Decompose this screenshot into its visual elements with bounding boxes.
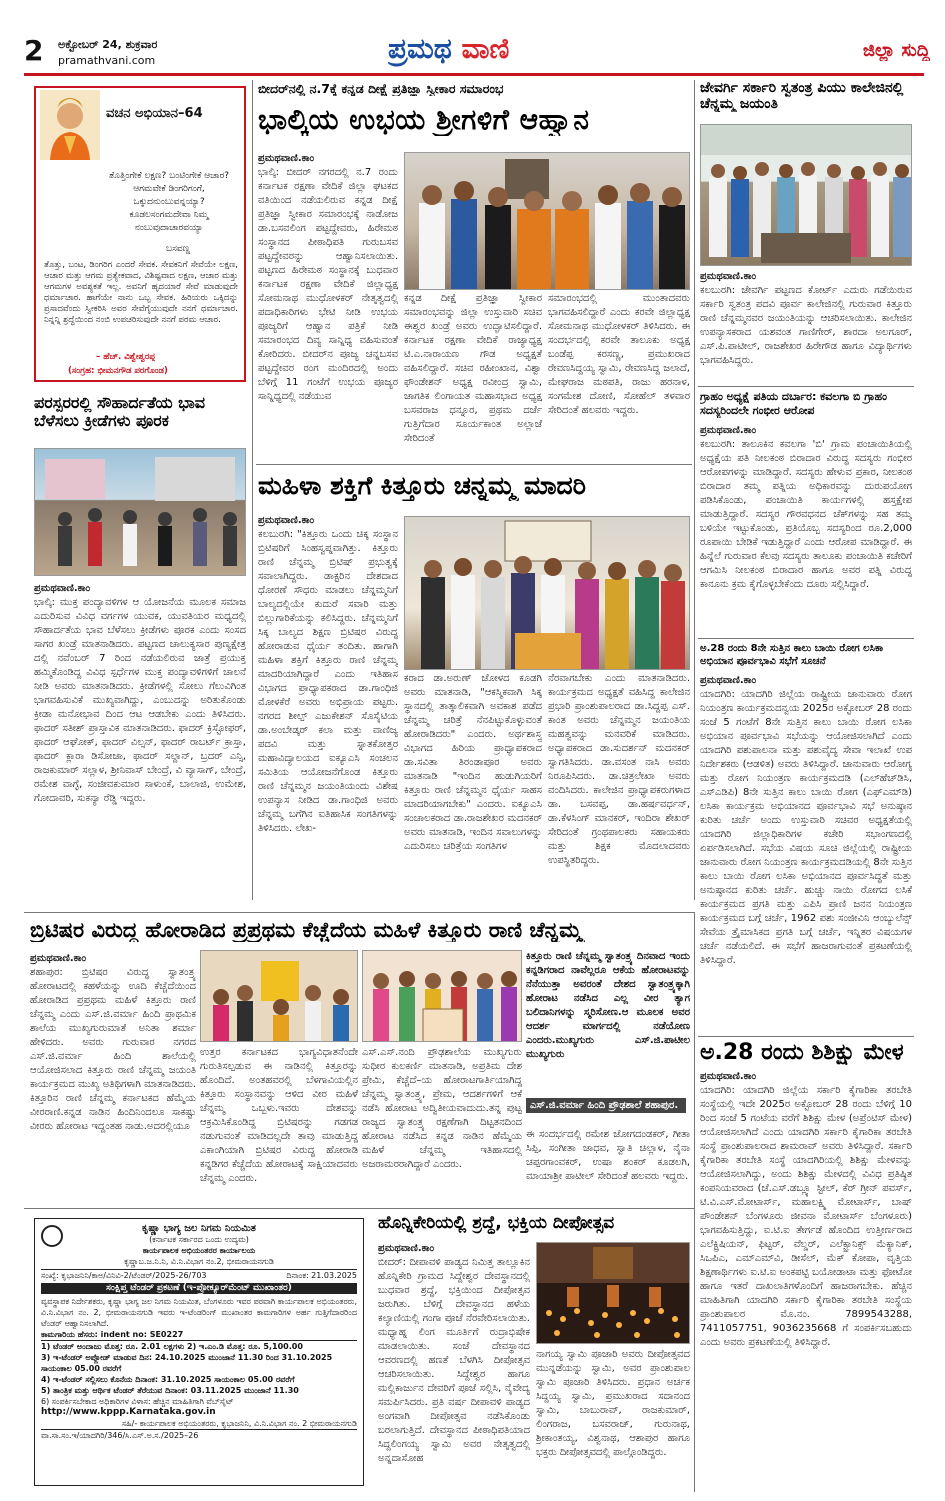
vachana-poet: ಬಸವಣ್ಣ — [166, 244, 191, 254]
kavalaga-byline: ಪ್ರಮಥವಾಣಿ.ಕಾಂ — [700, 425, 757, 436]
tender-row-4: 5) ತಾಂತ್ರಿಕ ಮತ್ತು ಆರ್ಥಿಕ ಟೆಂಡರ್ ತೆರೆಯುವ ದಿನಾಂಕ: 03.11.2025 ಮುಂಜಾನೆ 11.30 — [41, 1386, 299, 1395]
tender-work: ಕಾಮಗಾರಿಯ ಹೆಸರು: indent no: SE0227 — [41, 1330, 184, 1339]
masthead — [388, 32, 568, 68]
kittur-headline: ಮಹಿಳಾ ಶಕ್ತಿಗೆ ಕಿತ್ತೂರು ಚನ್ನಮ್ಮ ಮಾದರಿ — [258, 472, 586, 500]
bidar-col3: ಸಮಾರಂಭದಲ್ಲಿ ಮುಂತಾದವರು ಭಾಗವಹಿಸಲಿದ್ದಾರೆ ಎಂದು ಕರವೇ ಜಿಲ್ಲಾಧ್ಯಕ್ಷ ಸೋಮನಾಥ ಮುಧೋಳಕರ್ ತಿಳಿಸಿದರು. ಈ ಸಂದರ್ಭದಲ್ಲಿ ಕರವೇ ತಾಲೂಕು ಅಧ್ಯಕ್ಷ ಬಂಡೆಪ್ಪ ಕರಸಣ್ಣ, ಪ್ರಮುಖರಾದ ರೇವಣಸಿದ್ದಯ್ಯ ಸ್ವಾಮಿ, ರೇವಣಸಿದ್ದ ಜಲಾದೆ, ಮೇಘರಾಜ ಮಠಪತಿ, ರಾಜು ಹರನಾಳ, ಸಂಗಮೇಶ ದೋಣಿ, ಸೋಹೆಲ್ ತಳವಾರ ಸೇರಿದಂತೆ ಹಲವರು ಇದ್ದರು. — [548, 293, 690, 416]
sports-headline: ಪರಸ್ಪರರಲ್ಲಿ ಸೌಹಾರ್ದತೆಯ ಭಾವ ಬೆಳೆಸಲು ಕ್ರೀಡೆಗಳು ಪೂರಕ — [34, 394, 206, 431]
tender-row-1: 1) ಟೆಂಡರ್ ಅಂದಾಜು ಮೊತ್ತ: ರೂ. 2.01 ಲಕ್ಷಗಳು 2) ಇ.ಎಂ.ಡಿ ಮೊತ್ತ: ರೂ. 5,100.00 — [41, 1340, 357, 1352]
story-divider — [698, 386, 914, 387]
kittur-byline: ಪ್ರಮಥವಾಣಿ.ಕಾಂ — [258, 515, 315, 526]
tender-logo-icon — [41, 1225, 63, 1247]
tender-ref: ಸಂಖ್ಯೆ: ಕೃಭಾಜನಿನಿ/ಕಾಅ/ವಿನಿವಿ-2/ಟೆಂಡರ್/2025-26/703 — [41, 1271, 207, 1280]
british-col4: ಈ ಸಂದರ್ಭದಲ್ಲಿ ರಮೇಶ ಜೋಗದಂಡಕರ್, ಗೀತಾ ಸಿಪ್ಪಿ, ಸಂಗೀತಾ ಜಾಧವ, ಸ್ವಾತಿ ಚಿಲ್ಲಾಳ, ನೈನಾ ಚಪ್ಪರಗಾಂವಕರ್, ಉಷಾ ಶಂಕರ್ ಕೂಡಲಗಿ, ಮಾಯಾಶ್ರೀ ಪಾಟೀಲ್ ಸೇರಿದಂತೆ ಹಲವರು ಇದ್ದರು. — [526, 1129, 690, 1182]
tender-org-sub: (ಕರ್ನಾಟಕ ಸರ್ಕಾರದ ಒಂದು ಉದ್ಯಮ) — [149, 1235, 249, 1244]
story-divider — [698, 1036, 914, 1037]
british-col3: ಎಸ್.ಎಸ್.ನಂದಿ ಪ್ರೌಢಶಾಲೆಯ ಮುಖ್ಯಗುರು ಸುಧೀರ ಕುಲಕರ್ಣಿ ಮಾತನಾಡಿ, ಅಪ್ರತಿಮ ದೇಶ ಪ್ರೇಮಿ, ಕೆಚ್ಚೆದೆ–ಯ ಹೋರಾಟಗಾರ್ತಿಯಾಗಿದ್ದ ಚೆನ್ನಮ್ಮ ಸ್ವಾತಂತ್ರ್ಯ, ಪ್ರೇಮ, ಆದರ್ಶಗಳಿಗೆ ಆಕೆ ನಡೆಸಿ ಹೋರಾಟ ಅದ್ವಿತೀಯವಾದುದು.ತನ್ನ ಪುಟ್ಟ ರಾಜ್ಯದ ಸ್ವಾತಂತ್ರ್ಯ ರಕ್ಷಣೆಗಾಗಿ ದಿಟ್ಟತನದಿಂದ ಹೋರಾಟ ನಡೆಸಿದ ಕನ್ನಡ ನಾಡಿನ ಹೆಮ್ಮೆಯ ಮಹಿಳೆ ಚೆನ್ನಮ್ಮ ಇತಿಹಾಸದಲ್ಲಿ ಅಜರಾಮರರಾಗಿದ್ದಾರೆ ಎಂದರು. — [362, 1047, 522, 1170]
kittur-col3: ನೆರವಾಗಬೇಕು ಎಂದು ಮಾತನಾಡಿದರು. ಕಾರ್ಯಕ್ರಮದ ಅಧ್ಯಕ್ಷತೆ ವಹಿಸಿದ್ದ ಕಾಲೇಜಿನ ಪ್ರಭಾರಿ ಪ್ರಾಂಶುಪಾಲರಾದ ಡಾ.ಸಿದ್ದಪ್ಪ ಎಸ್. ಕಾಂತ ಅವರು ಚೆನ್ನಮ್ಮನ ಜಯಂತಿಯ ಮಹತ್ವವನ್ನು ಮನವರಿಕೆ ಮಾಡಿದರು. ಅಧ್ಯಾಪಕರಾದ ಡಾ.ಸುದರ್ಶನ್ ಮದನಕರ್ ಸ್ವಾಗತಿಸಿದರು. ಡಾ.ವಸಂತ ನಾಸಿ ಅವರು ನಿರೂಪಿಸಿದರು. ಡಾ.ಚಿತ್ರಲೇಖಾ ಅವರು ವಂದಿಸಿದರು. ಕಾಲೇಜಿನ ಪ್ರಾಧ್ಯಾಪಕರುಗಳಾದ ಡಾ. ಬಸವಪ್ಪ, ಡಾ.ಹರ್ಷವರ್ಧನ್, ಡಾ.ಕೆಳಸಿಂಗ್ ಮಾನಕರ್, ಇಂದಿರಾ ಶೇಖರ್ ಸೇರಿದಂತೆ ಗ್ರಂಥಪಾಲಕರು ಸಹಾಯಕರು ಮತ್ತು ಶಿಕ್ಷಕ ಮೊದಲಾದವರು ಉಪಸ್ಥಿತರಿದ್ದರು. — [548, 673, 690, 866]
teachers-photo-icon — [363, 951, 522, 1042]
british-col4-top: ಕಿತ್ತೂರು ರಾಣಿ ಚೆನ್ನಮ್ಮ ಸ್ವಾತಂತ್ರ್ಯ ದಿನವಾದ ಇಂದು ಕನ್ನಡಿಗರಾದ ನಾವೆಲ್ಲರೂ ಆಕೆಯ ಹೋರಾಟವನ್ನು ನೆನೆಯುತ್ತಾ ಅವರಂತೆ ದೇಶದ ಸ್ವಾತಂತ್ರ್ಯಕ್ಕಾಗಿ ಹೋರಾಟ ನಡೆಸಿದ ಎಲ್ಲ ವೀರ ತ್ಯಾಗ ಬಲಿದಾನಿಗಳನ್ನು ಸ್ಮರಿಸೋಣ.ಆ ಮೂಲಕ ಅವರ ಆದರ್ಶ ಮಾರ್ಗದಲ್ಲಿ ನಡೆಯೋಣ ಎಂದರು.ಮುಖ್ಯಗುರು ಎಸ್.ಜಿ.ಪಾಟೀಲ ಮುಖ್ಯಗುರು — [526, 951, 690, 1060]
bidar-byline: ಪ್ರಮಥವಾಣಿ.ಕಾಂ — [258, 153, 315, 164]
website: pramathvani.com — [58, 54, 156, 67]
kavalaga-body: ಕಲಬುರಗಿ: ತಾಲೂಕಿನ ಕವಲಗಾ 'ಬಿ' ಗ್ರಾಮ ಪಂಚಾಯಿತಿಯಲ್ಲಿ ಅಧ್ಯಕ್ಷೆಯ ಪತಿ ನೀಲಕಂಠ ಬಿರಾದಾರ ವಿರುದ್ಧ ಸದಸ್ಯರು ಗಂಭೀರ ಆರೋಪಗಳನ್ನು ಮಾಡಿದ್ದಾರೆ. ಸದಸ್ಯರು ಹೇಳುವ ಪ್ರಕಾರ, ನೀಲಕಂಠ ಬಿರಾದಾರ ತಮ್ಮ ಪತ್ನಿಯ ಅಧಿಕಾರವನ್ನು ದುರುಪಯೋಗ ಪಡಿಸಿಕೊಂಡು, ಪಂಚಾಯಿತಿ ಕಾರ್ಯಗಳಲ್ಲಿ ಹಸ್ತಕ್ಷೇಪ ಮಾಡುತ್ತಿದ್ದಾರೆ. ಸದಸ್ಯರ ಗೌರವಧನದ ಚೆಕ್‌ಗಳನ್ನು ಸಹ ತಮ್ಮ ಬಳಿಯೇ ಇಟ್ಟುಕೊಂಡು, ಪ್ರತಿಯೊಬ್ಬ ಸದಸ್ಯರಿಂದ ರೂ.2,000 ರೂಪಾಯಿ ಬೇಡಿಕೆ ಇಡುತ್ತಿದ್ದಾರೆ ಎಂದು ಆರೋಪ ಮಾಡಿದ್ದಾರೆ. ಈ ಹಿನ್ನೆಲೆ ಗುರುವಾರ ಕೆಲವು ಸದಸ್ಯರು ತಾಲೂಕು ಪಂಚಾಯಿತಿ ಕಚೇರಿಗೆ ಆಗಮಿಸಿ ನೀಲಕಂಠ ಬಿರಾದಾರ ಹಾಗೂ ಅವರ ಪತ್ನಿ ವಿರುದ್ಧ ಕಾನೂನು ಕ್ರಮ ಕೈಗೊಳ್ಳಬೇಕೆಂದು ದೂರು ಸಲ್ಲಿಸಿದ್ದಾರೆ. — [700, 439, 912, 590]
vachana-title: ವಚನ ಅಭಿಯಾನ–64 — [106, 106, 203, 121]
vachana-collector: (ಸಂಗ್ರಹ: ಭೀಮನಗೌಡ ಪರಗೊಂಡ) — [68, 366, 168, 376]
british-photo-2 — [362, 950, 522, 1042]
crowd-icon — [35, 449, 246, 576]
british-col1: ಶಹಾಪುರ: ಬ್ರಿಟಿಷರ ವಿರುದ್ಧ ಸ್ವಾತಂತ್ರ್ಯ ಹೋರಾಟದಲ್ಲಿ ಕಹಳೆಯನ್ನು ಊದಿ ಕೆಚ್ಚೆದೆಯಿಂದ ಹೋರಾಡಿದ ಪ್ರಪ್ರಥಮ ಮಹಿಳೆ ಕಿತ್ತೂರು ರಾಣಿ ಚೆನ್ನಮ್ಮ ಎಂದು ಎಸ್.ಜಿ.ವರ್ಮಾ ಹಿಂದಿ ಪ್ರಾಥಮಿಕ ಶಾಲೆಯ ಮುಖ್ಯಗುರುಮಾತೆ ಅನಿತಾ ಶರ್ಮಾ ಹೇಳಿದರು. ಅವರು ಗುರುವಾರ ನಗರದ ಎಸ್.ಜಿ.ವರ್ಮಾ ಹಿಂದಿ ಶಾಲೆಯಲ್ಲಿ ಆಯೋಜಿಸಲಾದ ಕಿತ್ತೂರು ರಾಣಿ ಚೆನ್ನಮ್ಮ ಜಯಂತಿ ಕಾರ್ಯಕ್ರಮದ ಮುಖ್ಯ ಅತಿಥಿಗಳಾಗಿ ಮಾತನಾಡಿದರು. ಕಿತ್ತೂರಿನ ರಾಣಿ ಚೆನ್ನಮ್ಮ ಕರ್ನಾಟಕದ ಹೆಮ್ಮೆಯ ವೀರರಾಣಿ.ಕನ್ನಡ ನಾಡಿನ ಹಿಂದಿನಿಂದಲೂ ಸಾಕಷ್ಟು ವೀರರು ಹೋರಾಟ ಇದ್ದಂತಹ ನಾಡು.ಅದರಲ್ಲಿಯೂ — [30, 967, 196, 1132]
column-divider — [694, 80, 695, 900]
deepotsava-photo — [536, 1242, 690, 1344]
vachana-body: ತೊತ್ತು, ಬಂಟ, ಡಿಂಗರಿಗ ಎಂದರೆ ಸೇವಕ. ಸೇವಕನಿಗೆ ಸೇವೆಯೇ ಲಕ್ಷಣ, ಆಚಾರ ಮತ್ತು ಆಗಮ ಪ್ರತ್ಯೇಕವಾದ, ವಿಶಿಷ್ಟವಾದ ಲಕ್ಷಣ, ಆಚಾರ ಮತ್ತು ಆಗಮಗಳ ಅವಶ್ಯಕತೆ ಇಲ್ಲ. ಅವನಿಗೆ ಹೃದಯಾರೆ ಸೇವೆ ಮಾಡುವುದೇ ಧರ್ಮಾಚಾರ. ಹಾಗೆಯೇ ನಾನು ಒಬ್ಬ ಸೇವಕ. ಹಿರಿಯರು ಒಕ್ಕಿದನ್ನು ಪ್ರಸಾದವೆಂದು ಸ್ವೀಕರಿಸಿ ಅವರ ಸೇವೆಗೈಯುವುದೇ ನನಗೆ ಧರ್ಮಾಚಾರ. ನಿನ್ನನ್ನಿ ಶ್ರದ್ಧೆಯಿಂದ ನಂಬಿ ಉಪಚರಿಸುವುದೇ ನನಗೆ ಪರಮ ಆಚಾರ. — [44, 260, 238, 325]
deepotsava-col1: ಬೀದರ್: ದೀಪಾವಳಿ ಪಾಡ್ಯದ ನಿಮಿತ್ತ ತಾಲ್ಲೂಕಿನ ಹೊನ್ನಿಕೇರಿ ಗ್ರಾಮದ ಸಿದ್ದೇಶ್ವರ ದೇವಸ್ಥಾನದಲ್ಲಿ ಬುಧವಾರ ಶ್ರದ್ಧೆ, ಭಕ್ತಿಯಿಂದ ದೀಪೋತ್ಸವ ಜರುಗಿತು. ಬೆಳಿಗ್ಗೆ ದೇವಸ್ಥಾನದ ಹಳೆಯ ಕಲ್ಯಾಣಿಯಲ್ಲಿ ಗಂಗಾ ಪೂಜೆ ನೆರವೇರಿಸಲಾಯಿತು. ಮಧ್ಯಾಹ್ನ ಲಿಂಗ ಮೂರ್ತಿಗೆ ರುದ್ರಾಭಿಷೇಕ ಮಾಡಲಾಯಿತು. ಸಂಜೆ ದೇವಸ್ಥಾನದ ಆವರಣದಲ್ಲಿ ಹಣತೆ ಬೆಳಗಿಸಿ ದೀಪೋತ್ಸವ ಆಚರಿಸಲಾಯಿತು. ಸಿದ್ದೇಶ್ವರ ಹಾಗೂ ಮಲ್ಲಿಕಾರ್ಜುನ ದೇವರಿಗೆ ಪೂಜೆ ಸಲ್ಲಿಸಿ, ನೈವೇದ್ಯ ಸಮರ್ಪಿಸಿದರು. ಪ್ರತಿ ವರ್ಷ ದೀಪಾವಳಿ ಪಾಡ್ಯದ ಅಂಗವಾಗಿ ದೀಪೋತ್ಸವ ನಡೆಸಿಕೊಂಡು ಬರಲಾಗುತ್ತಿದೆ. ದೇವಸ್ಥಾನದ ಪೀಠಾಧಿಪತಿಯಾದ ಸಿದ್ದಲಿಂಗಯ್ಯ ಸ್ವಾಮಿ ಅವರ ನೇತೃತ್ವದಲ್ಲಿ ಅನ್ನದಾಸೋಹ — [378, 1257, 530, 1464]
page-header — [0, 0, 945, 72]
vachana-credit: – ಹೆಚ್. ವಿಶ್ವೇಶ್ವರಪ್ಪ — [96, 352, 156, 362]
vaccination-headline: ಅ.28 ರಂದು 8ನೇ ಸುತ್ತಿನ ಕಾಲು ಬಾಯಿ ರೋಗ ಲಸಿಕಾ ಅಭಿಯಾನ ಪೂರ್ವಭಾವಿ ಸಭೆಗೆ ಸೂಚನೆ — [700, 643, 884, 667]
british-photo-1 — [200, 950, 358, 1042]
bidar-col1: ಭಾಲ್ಕಿ: ಬೀದರ್ ನಗರದಲ್ಲಿ ನ.7 ರಂದು ಕರ್ನಾಟಕ ರಕ್ಷಣಾ ವೇದಿಕೆ ಜಿಲ್ಲಾ ಘಟಕದ ವತಿಯಿಂದ ನಡೆಯಲಿರುವ ಕನ್ನಡ ದೀಕ್ಷೆ ಪ್ರತಿಜ್ಞಾ ಸ್ವೀಕಾರ ಸಮಾರಂಭಕ್ಕೆ ನಾಡೋಜ ಡಾ.ಬಸವಲಿಂಗ ಪಟ್ಟದ್ದೇವರು, ಹಿರೇಮಠ ಸಂಸ್ಥಾನದ ಪೀಠಾಧಿಪತಿ ಗುರುಬಸವ ಪಟ್ಟದ್ದೇವರನ್ನು ಆಹ್ವಾನಿಸಲಾಯಿತು. ಪಟ್ಟಣದ ಹಿರೇಮಠ ಸಂಸ್ಥಾನಕ್ಕೆ ಬುಧವಾರ ಕರ್ನಾಟಕ ರಕ್ಷಣಾ ವೇದಿಕೆ ಜಿಲ್ಲಾಧ್ಯಕ್ಷ ಸೋಮನಾಥ ಮುಧೋಳಕರ್ ನೇತೃತ್ವದಲ್ಲಿ ಪದಾಧಿಕಾರಿಗಳು ಭೇಟಿ ನೀಡಿ ಉಭಯ ಪೂಜ್ಯರಿಗೆ ಆಹ್ವಾನ ಪತ್ರಿಕೆ ನೀಡಿ ಸಮಾರಂಭದ ದಿವ್ಯ ಸಾನ್ನಿಧ್ಯ ವಹಿಸುವಂತೆ ಕೋರಿದರು. ಬೀದರ್‌ನ ಪೂಜ್ಯ ಚನ್ನಬಸವ ಪಟ್ಟದ್ದೇವರ ರಂಗ ಮಂದಿರದಲ್ಲಿ ಅಂದು ಬೆಳಿಗ್ಗೆ 11 ಗಂಟೆಗೆ ಉಭಯ ಪೂಜ್ಯರ ಸಾನ್ನಿಧ್ಯದಲ್ಲಿ ನಡೆಯುವ — [258, 167, 398, 402]
british-byline: ಪ್ರಮಥವಾಣಿ.ಕಾಂ — [30, 953, 87, 964]
basavanna-portrait — [40, 90, 100, 160]
story-divider — [24, 1208, 694, 1209]
tender-url[interactable]: http://www.kppp.Karnataka.gov.in — [41, 1407, 216, 1417]
vaccination-byline: ಪ್ರಮಥವಾಣಿ.ಕಾಂ — [700, 675, 757, 686]
apprentice-body: ಯಾದಗಿರಿ: ಯಾದಗಿರಿ ಜಿಲ್ಲೆಯ ಸರ್ಕಾರಿ ಕೈಗಾರಿಕಾ ತರಬೇತಿ ಸಂಸ್ಥೆಯಲ್ಲಿ ಇದೇ 2025ರ ಅಕ್ಟೋಬರ್ 28 ರಂದು ಬೆಳಿಗ್ಗೆ 10 ರಿಂದ ಸಂಜೆ 5 ಗಂಟೆಯ ವರೆಗೆ ಶಿಶಿಕ್ಷು ಮೇಳ (ಅಪ್ರೆಂಟಿಸ್ ಮೇಳ) ಆಯೋಜಿಸಲಾಗಿದೆ ಎಂದು ಯಾದಗಿರಿ ಸರ್ಕಾರಿ ಕೈಗಾರಿಕಾ ತರಬೇತಿ ಸಂಸ್ಥೆ ಪ್ರಾಂಶುಪಾಲರಾದ ಶಾಮರಾವ್ ಅವರು ತಿಳಿಸಿದ್ದಾರೆ. ಸರ್ಕಾರಿ ಕೈಗಾರಿಕಾ ತರಬೇತಿ ಸಂಸ್ಥೆ ಯಾದಗಿರಿಯಲ್ಲಿ ಶಿಶಿಕ್ಷು ಮೇಳವನ್ನು ಆಯೋಜಿಸಲಾಗಿದ್ದು, ಅಂದು ಶಿಶಿಕ್ಷು ಮೇಳದಲ್ಲಿ ವಿವಿಧ ಪ್ರತಿಷ್ಠಿತ ಕಂಪನಿಯವರಾದ (ಜೆ.ಎಸ್.ಡಬ್ಲ್ಯೂ ಸ್ಟೀಲ್, ಕೆರ್ ಗ್ರೀನ್ ಪವರ್ಸ್, ಟಿ.ವಿ.ಎಸ್.ಮೋಟಾರ್ಸ್, ಮಹಾಲಕ್ಷ್ಮಿ ಮೋಟಾರ್ಸ್, ಬಾಷ್ ಪೌಂಡೇಶನ್ ಬೆಂಗಳೂರು ಜೀವನಾ ಮೋಟಾರ್ಸ್ ಬೆಂಗಳೂರು) ಭಾಗವಹಿಸುತ್ತಿದ್ದು, ಐ.ಟಿ.ಐ ತೇರ್ಗಡೆ ಹೊಂದಿದ ಉತ್ತೀರ್ಣರಾದ ಎಲೆಕ್ಟ್ರಿಷಿಯನ್, ಫಿಟ್ಟರ್, ವೆಲ್ಡರ್, ಎಲೆಕ್ಟ್ರಾನಿಕ್ಸ್ ಮೆಕ್ಯಾನಿಕ್, ಸಿಒಪಿಎ, ಎಮ್‌ಎಮ್‌ವಿ, ಡೀಸೆಲ್, ಮೆಕ್ ಕೋಪಾ, ವೃತ್ತಿಯ ಶಿಕ್ಷಣಾರ್ಥಿಗಳು ಐ.ಟಿ.ಐ ಅಂಕಪಟ್ಟಿ ಬಯೋಡಾಟಾ ಮತ್ತು ಫೋಟೋ ಹಾಗೂ ಇತರೆ ದಾಖಲಾತಿಗಳೊಂದಿಗೆ ಹಾಜರಾಗಬೇಕು. ಹೆಚ್ಚಿನ ಮಾಹಿತಿಗಾಗಿ ಯಾದಗಿರಿ ಸರ್ಕಾರಿ ಕೈಗಾರಿಕಾ ತರಬೇತಿ ಸಂಸ್ಥೆಯ ಪ್ರಾಂಶುಪಾಲರ ಮೊ.ನಂ. 7899543288, 7411057751, 9036235668 ಗೆ ಸಂಪರ್ಕಿಸಬಹುದು ಎಂದು ಅವರು ಪ್ರಕಟಣೆಯಲ್ಲಿ ತಿಳಿಸಿದ್ದಾರೆ. — [700, 1085, 912, 1348]
jevargi-headline: ಜೇವರ್ಗಿ ಸರ್ಕಾರಿ ಸ್ವತಂತ್ರ ಪಿಯು ಕಾಲೇಜಿನಲ್ಲಿ ಚೆನ್ನಮ್ಮ ಜಯಂತಿ — [700, 80, 904, 113]
british-col2: ಉತ್ತರ ಕರ್ನಾಟಕದ ಭಾಗ್ಯವಿಧಾತನೆಂದೇ ಗುರುತಿಸಲ್ಪಡುವ ಈ ನಾಡಿನಲ್ಲಿ ಕಿತ್ತೂರನ್ನು ಹೊಂದಿದೆ. ಅಂತಹವರಲ್ಲಿ ಬೆಳಗಾವಿಯಲ್ಲಿನ ಕಿತ್ತೂರು ಸಂಸ್ಥಾನವನ್ನು ಆಳಿದ ವೀರ ಮಹಿಳೆ ಚೆನ್ನಮ್ಮ ಒಬ್ಬಳು.ಇವರು ದೇಶವನ್ನು ಆಕ್ರಮಿಸಿಕೊಂಡಿದ್ದ ಬ್ರಿಟಿಷರನ್ನು ಗಡಗಡ ನಡುಗುವಂತೆ ಮಾಡಿದಲ್ಲದೇ ತಾವು ಮಾಡುತ್ತಿದ್ದ ಎಕಾಂಗಿಯಾಗಿ ಬ್ರಿಟಿಷರ ವಿರುದ್ಧ ಹೋರಾಡಿ ಕನ್ನಡಿಗರ ಕೆಚ್ಚೆದೆಯ ಹೋರಾಟಕ್ಕೆ ಸಾಕ್ಷಿಯಾದವರು ಚೆನ್ನಮ್ಮ ಎಂದರು. — [200, 1047, 358, 1184]
tender-row-3: 4) ಇ-ಟೆಂಡರ್ ಸಲ್ಲಿಸಲು ಕೊನೆಯ ದಿನಾಂಕ: 31.10.2025 ಸಾಯಂಕಾಲ 05.00 ರವರೆಗೆ — [41, 1375, 295, 1384]
tender-row-5: 6) ಸಂಪರ್ಕಿಸಬೇಕಾದ ಅಧಿಕಾರಿಗಳ ವಿಳಾಸ: ಹೆಚ್ಚಿನ ಮಾಹಿತಿಗಾಗಿ ವೆಬ್‌ಸೈಟ್ — [41, 1397, 234, 1406]
tender-org: ಕೃಷ್ಣಾ ಭಾಗ್ಯ ಜಲ ನಿಗಮ ನಿಯಮಿತ — [142, 1223, 256, 1234]
vachana-box — [34, 86, 246, 382]
masthead-part-b: ವಾಣಿ — [461, 32, 510, 65]
sports-byline: ಪ್ರಮಥವಾಣಿ.ಕಾಂ — [34, 583, 91, 594]
event-photo-icon — [405, 517, 690, 670]
story-divider — [698, 638, 914, 639]
tender-signature: ಸಹಿ/- ಕಾರ್ಯಪಾಲಕ ಅಭಿಯಂತರರು, ಕೃಭಾಜನಿನಿ, ವಿ.ನಿ.ವಿಭಾಗ ನಂ. 2 ಭೀಮರಾಯನಗುಡಿ — [121, 1419, 357, 1428]
jevargi-byline: ಪ್ರಮಥವಾಣಿ.ಕಾಂ — [700, 271, 757, 282]
bidar-col2: ಕನ್ನಡ ದೀಕ್ಷೆ ಪ್ರತಿಜ್ಞಾ ಸ್ವೀಕಾರ ಸಮಾರಂಭವನ್ನು ಜಿಲ್ಲಾ ಉಸ್ತುವಾರಿ ಸಚಿವ ಈಶ್ವರ ಖಂಡ್ರೆ ಅವರು ಉದ್ಘಾಟಿಸಲಿದ್ದಾರೆ. ಕರ್ನಾಟಕ ರಕ್ಷಣಾ ವೇದಿಕೆ ರಾಜ್ಯಾಧ್ಯಕ್ಷ ಟಿ.ಎ.ನಾರಾಯಣ ಗೌಡ ಅಧ್ಯಕ್ಷತೆ ವಹಿಸಲಿದ್ದಾರೆ. ಸಚಿವ ರಹೀಂಖಾನ, ವಿಶ್ವಾ ಫೌಂಡೇಶನ್ ಅಧ್ಯಕ್ಷ ರವೀಂದ್ರ ಸ್ವಾಮಿ, ಜಾಗತಿಕ ಲಿಂಗಾಯತ ಮಹಾಸಭಾದ ಅಧ್ಯಕ್ಷ ಬಸವರಾಜ ಧನ್ನೂರ, ಪ್ರಥಮ ದರ್ಜೆ ಗುತ್ತಿಗೆದಾರ ಸೂರ್ಯಕಾಂತ ಅಲ್ಲಾಜೆ ಸೇರಿದಂತೆ — [404, 293, 542, 444]
sports-body: ಭಾಲ್ಕಿ: ಮುಕ್ತ ಪಂದ್ಯಾವಳಿಗಳ ಆ ಯೋಜನೆಯ ಮೂಲಕ ಸಮಾಜ ಎದುರಿಸುವ ವಿವಿಧ ವರ್ಗಗಳ ಯುವಕ, ಯುವತಿಯರ ಮಧ್ಯದಲ್ಲಿ ಸೌಹಾರ್ದತೆಯ ಭಾವ ಬೆಳೆಸಲು ಕ್ರೀಡೆಗಳು ಪೂರಕ ಎಂದು ಸಂಸದ ಸಾಗರ ಖಂಡ್ರೆ ಮಾತನಾಡಿದರು. ಪಟ್ಟಣದ ಚಾಲುಕ್ಯಸಾರ ಪುಣ್ಯಕ್ಷೇತ್ರ ದಲ್ಲಿ ನವೆಂಬರ್ 7 ರಿಂದ ನಡೆಯಲಿರುವ ಜಾತ್ರೆ ಪ್ರಯುಕ್ತ ಹಮ್ಮಿಕೊಂಡಿದ್ದ ವಿವಿಧ ಸ್ಪರ್ಧೆಗಳ ಮುಕ್ತ ಪಂದ್ಯಾವಳಿಗಳಿಗೆ ಚಾಲನೆ ನೀಡಿ ಅವರು ಮಾತನಾಡಿದರು. ಕ್ರೀಡೆಗಳಲ್ಲಿ ಸೋಲು ಗೆಲುವಿಗಿಂತ ಭಾಗವಹಿಸುವಿಕೆ ಮುಖ್ಯವಾಗಿದ್ದು, ಎಂಬುದನ್ನು ಅರಿತುಕೊಂಡು ಕ್ರೀಡಾ ಮನೋಭಾವ ದಿಂದ ಆಟ ಆಡಬೇಕು ಎಂದು ತಿಳಿಸಿದರು. ಫಾದರ್ ಸತೀಶ್ ಪ್ರಾಸ್ತಾವಿಕ ಮಾತನಾಡಿದರು. ಫಾದರ್ ಕ್ರಿಸ್ಟೋಫರ್, ಫಾದರ್ ಆಘೋಕ್, ಫಾದರ್ ವಿಲ್ಸನ್, ಫಾದರ್ ರಾಬರ್ಟ್ ಕ್ರಾಸ್ತಾ, ಫಾದರ್ ಕ್ಲಾರಾ ಡಿಸೋಜಾ, ಫಾದರ್ ಸಲ್ದಾನ್, ಬ್ರದರ್ ಎನ್ಸಿ, ರಾಜಕುಮಾರ್ ಸಲ್ಲಾಳ, ಶ್ರೀನಿವಾಸ್ ಬೇಂದ್ರೆ, ವಿ ವ್ಯಾಸಾಗ್, ಬೇಂದ್ರೆ, ರಮೇಶ ವಾಗ್ಳೆ, ಸಂಜೀವಕುಮಾರ ಸಾಳುಂಕೆ, ಬಾಲಾಜಿ, ಉಮೇಶ, ಗೋದಾವರಿ, ಸುಕನ್ಯಾ ರೆಡ್ಡಿ ಇದ್ದರು. — [34, 597, 246, 804]
tender-title: ಸಂಕ್ಷಿಪ್ತ ಟೆಂಡರ್ ಪ್ರಕಟಣೆ (ಇ-ಪ್ರೋಕ್ಯೂರ್‌ಮೆಂಟ್ ಮುಖಾಂತರ) — [41, 1283, 357, 1294]
kittur-photo — [404, 516, 690, 670]
british-photo-caption: ಎಸ್.ಜಿ.ವರ್ಮಾ ಹಿಂದಿ ಪ್ರೌಢಶಾಲೆ ಶಹಾಪುರ. — [526, 1098, 686, 1113]
vaccination-body: ಯಾದಗಿರಿ: ಯಾದಗಿರಿ ಜಿಲ್ಲೆಯ ರಾಷ್ಟ್ರೀಯ ಜಾನುವಾರು ರೋಗ ನಿಯಂತ್ರಣ ಕಾರ್ಯಕ್ರಮದನ್ವಯ 2025ರ ಅಕ್ಟೋಬರ್ 28 ರಂದು ಸಂಜೆ 5 ಗಂಟೆಗೆ 8ನೇ ಸುತ್ತಿನ ಕಾಲು ಬಾಯಿ ರೋಗ ಲಸಿಕಾ ಅಭಿಯಾನ ಪೂರ್ವಭಾವಿ ಸಭೆಯನ್ನು ಆಯೋಜಿಸಲಾಗಿದೆ ಎಂದು ಯಾದಗಿರಿ ಪಶುಪಾಲನಾ ಮತ್ತು ಪಶುವೈದ್ಯ ಸೇವಾ ಇಲಾಖೆ ಉಪ ನಿರ್ದೇಶಕರು (ಆಡಳಿತ) ಅವರು ತಿಳಿಸಿದ್ದಾರೆ. ಜಾನುವಾರು ಆರೋಗ್ಯ ಮತ್ತು ರೋಗ ನಿಯಂತ್ರಣ ಕಾರ್ಯಕ್ರಮದಡಿ (ಎಲ್‌ಹೆಚ್‌ಡಿಸಿ, ಎಸ್‌ಎಡಿಪಿ) 8ನೇ ಸುತ್ತಿನ ಕಾಲು ಬಾಯಿ ರೋಗ (ಎಫ್‌ಎಮ್‌ಡಿ) ಲಸಿಕಾ ಕಾರ್ಯಕ್ರಮ ಅಭಿಯಾನದ ಪೂರ್ವಭಾವಿ ಸಭೆ ಅನುಷ್ಠಾನ ಕುರಿತು ಚರ್ಚೆ ಅಂದು ಉಸ್ತುವಾರಿ ಸಚಿವರ ಅಧ್ಯಕ್ಷತೆಯಲ್ಲಿ ಯಾದಗಿರಿ ಜಿಲ್ಲಾಧಿಕಾರಿಗಳ ಕಚೇರಿ ಸಭಾಂಗಣದಲ್ಲಿ ಏರ್ಪಡಿಸಲಾಗಿದೆ. ಸಭೆಯ ವಿಷಯ ಸೂಚಿ ಜಿಲ್ಲೆಯಲ್ಲಿ ರಾಷ್ಟ್ರೀಯ ಜಾನುವಾರು ರೋಗ ನಿಯಂತ್ರಣ ಕಾರ್ಯಕ್ರಮದಡಿಯಲ್ಲಿ 8ನೇ ಸುತ್ತಿನ ಕಾಲು ಬಾಯಿ ರೋಗ ಲಸಿಕಾ ಅಭಿಯಾನದ ಪೂರ್ವಸಿದ್ಧತೆ ಮತ್ತು ಅನುಷ್ಠಾನದ ಕುರಿತು ಚರ್ಚೆ. ಹುಚ್ಚು ನಾಯಿ ರೋಗದ ಲಸಿಕೆ ಕಾರ್ಯಕ್ರಮದ ಪ್ರಗತಿ ಮತ್ತು ಎಪಿಸಿ ಪ್ರಾಣಿ ಜನನ ನಿಯಂತ್ರಣ ಕಾರ್ಯಕ್ರಮದ ಬಗ್ಗೆ ಚರ್ಚೆ, 1962 ಪಶು ಸಂಜೀವಿನಿ ಆಂಬ್ಯುಲೆನ್ಸ್ ಸೇವೆಯ ತ್ರೈಮಾಸಿಕದ ಪ್ರಗತಿ ಬಗ್ಗೆ ಚರ್ಚೆ, ಇನ್ನಿತರ ವಿಷಯಗಳ ಚರ್ಚೆ ನಡೆಯಲಿದೆ. ಈ ಸಭೆಗೆ ಹಾಜರಾಗುವಂತೆ ಪ್ರಕಟಣೆಯಲ್ಲಿ ತಿಳಿಸಿದ್ದಾರೆ. — [700, 689, 912, 966]
portrait-icon — [40, 90, 100, 160]
tender-notice — [34, 1218, 364, 1486]
column-divider — [252, 80, 253, 900]
jevargi-body: ಕಲಬುರಗಿ: ಜೇವರ್ಗಿ ಪಟ್ಟಣದ ಕೋರ್ಟ್ ಎದುರು ಗಡೆಯಿರುವ ಸರ್ಕಾರಿ ಸ್ವತಂತ್ರ ಪದವಿ ಪೂರ್ವ ಕಾಲೇಜಿನಲ್ಲಿ ಗುರುವಾರ ಕಿತ್ತೂರು ರಾಣಿ ಚೆನ್ನಮ್ಮನವರ ಜಯಂತಿಯನ್ನು ಆಚರಿಸಲಾಯಿತು. ಕಾಲೇಜಿನ ಉಪನ್ಯಾಸಕರಾದ ಯಶವಂತ ಗಾಣಿಗೇರ್, ಶಾರದಾ ಅಲಗೂರ್, ಎಸ್.ಪಿ.ಪಾಟೀಲ್, ರಾಜಶೇಖರ ಹಿರೇಗೌಡ ಹಾಗೂ ವಿದ್ಯಾರ್ಥಿಗಳು ಭಾಗವಹಿಸಿದ್ದರು. — [700, 285, 912, 366]
story-divider — [256, 464, 692, 465]
bidar-headline: ಭಾಲ್ಕಿಯ ಉಭಯ ಶ್ರೀಗಳಿಗೆ ಆಹ್ವಾನ — [258, 104, 590, 136]
bidar-photo — [404, 152, 690, 290]
apprentice-headline: ಅ.28 ರಂದು ಶಿಶಿಕ್ಷು ಮೇಳ — [700, 1040, 904, 1065]
students-photo-icon — [201, 951, 358, 1042]
jevargi-photo — [700, 124, 912, 266]
tender-intro: ವ್ಯವಸ್ಥಾಪಕ ನಿರ್ದೇಶಕರು, ಕೃಷ್ಣಾ ಭಾಗ್ಯ ಜಲ ನಿಗಮ ನಿಯಮಿತ, ಬೆಂಗಳೂರು ಇವರ ಪರವಾಗಿ ಕಾರ್ಯಪಾಲಕ ಅಭಿಯಂತರರು, ವಿ.ನಿ.ವಿಭಾಗ ನಂ. 2, ಭೀಮರಾಯನಗುಡಿ ಇವರು ಇ-ಟೆಂಡರಿಂಗ್ ಮುಖಾಂತರ ಕಾಮಗಾರಿಗಳ ಅರ್ಹ ಗುತ್ತಿಗೆದಾರರಿಂದ ಟೆಂಡರ್ ಆಹ್ವಾನಿಸಲಾಗಿದೆ. — [41, 1297, 357, 1328]
deepotsava-byline: ಪ್ರಮಥವಾಣಿ.ಕಾಂ — [378, 1243, 435, 1254]
kittur-col2: ಕರಾದ ಡಾ.ಅರುಣ್ ಜೋಳದ ಕೂಡಗಿ ಅವರು ಮಾತನಾಡಿ, "ಆಕಸ್ಮಿಕವಾಗಿ ಸಿಕ್ಕ ಸ್ಥಾನದಲ್ಲಿ ತಾತ್ಕಾಲಿಕವಾಗಿ ಅವಕಾಶ ಪಡೆದ ಚೆನ್ನಮ್ಮ ಚರಿತ್ರೆ ನೆನಪಿಟ್ಟುಕೊಳ್ಳುವಂತೆ ಹೋರಾಡಿದರು" ಎಂದರು. ಅರ್ಥಶಾಸ್ತ್ರ ವಿಭಾಗದ ಹಿರಿಯ ಪ್ರಾಧ್ಯಾಪಕರಾದ ಡಾ.ಸವಿತಾ ತಿರಂಡಾಪೂರ ಅವರು ಮಾತನಾಡಿ "ಇಂದಿನ ಹುಡುಗಿಯರಿಗೆ ಕಿತ್ತೂರು ರಾಣಿ ಚೆನ್ನಮ್ಮನ ಧೈರ್ಯ ಸಾಹಸ ಮಾದರಿಯಾಗಬೇಕು" ಎಂದರು. ಐಕ್ಯೂಎಸಿ ಸಂಚಾಲಕರಾದ ಡಾ.ರಾಜಶೇಖರ ಮದನಕರ್ ಅವರು ಮಾತನಾಡಿ, ಇಂದಿನ ಸವಾಲುಗಳನ್ನು ಎದುರಿಸಲು ಚರಿತ್ರೆಯ ಸಂಗತಿಗಳ — [404, 673, 542, 852]
lamps-photo-icon — [537, 1243, 690, 1344]
bidar-kicker: ಬೀದರ್‌ನಲ್ಲಿ ನ.7ಕ್ಕೆ ಕನ್ನಡ ದೀಕ್ಷೆ ಪ್ರತಿಜ್ಞಾ ಸ್ವೀಕಾರ ಸಮಾರಂಭ — [258, 82, 504, 96]
section-name: ಜಿಲ್ಲಾ ಸುದ್ದಿ — [862, 40, 930, 61]
story-divider — [24, 912, 694, 913]
group-photo-icon — [405, 153, 690, 290]
apprentice-byline: ಪ್ರಮಥವಾಣಿ.ಕಾಂ — [700, 1071, 757, 1082]
masthead-part-a: ಪ್ರಮಥ — [388, 32, 452, 65]
tender-ref-row — [41, 1269, 357, 1281]
deepotsava-headline: ಹೊನ್ನಿಕೇರಿಯಲ್ಲಿ ಶ್ರದ್ಧೆ, ಭಕ್ತಿಯ ದೀಪೋತ್ಸವ — [378, 1214, 615, 1233]
british-headline: ಬ್ರಿಟಿಷರ ವಿರುದ್ಧ ಹೋರಾಡಿದ ಪ್ರಪ್ರಥಮ ಕೆಚ್ಚೆದೆಯ ಮಹಿಳೆ ಕಿತ್ತೂರು ರಾಣಿ ಚೆನ್ನಮ್ಮ — [30, 918, 582, 942]
issue-date: ಅಕ್ಟೋಬರ್ 24, ಶುಕ್ರವಾರ — [58, 38, 158, 51]
vachana-verse: ತೊತ್ತಿಂಗೇಕೆ ಲಕ್ಷಣ? ಬಂಟಿಂಗೇಕೆ ಆಚಾರ? ಆಗಮವೇಕೆ ಡಿಂಗರಿಗಂಗೆ, ಒಕ್ಕುದನುಂಬುವನ್ನಯ್ಯಾ? ಕೂಡಲಸಂಗಮದೇವಾ ನಿಮ್ಮ ನಂಬುವುದಾಚಾರವಯ್ಯಾ — [108, 171, 230, 233]
kavalaga-headline: ಗ್ರಾಹಂ ಅಧ್ಯಕ್ಷೆ ಪತಿಯ ದರ್ಬಾರ: ಕವಲಗಾ ಬಿ ಗ್ರಾಹಂ ಸದಸ್ಯರಿಂದಲೇ ಗಂಭೀರ ಆರೋಪ — [700, 390, 888, 417]
header-rule — [24, 73, 924, 76]
kittur-col1: ಕಲಬುರಗಿ: "ಕಿತ್ತೂರು ಒಂದು ಚಿಕ್ಕ ಸಂಸ್ಥಾನ ಬ್ರಿಟಿಷರಿಗೆ ಸಿಂಹಸ್ವಪ್ನವಾಗಿತ್ತು. ಕಿತ್ತೂರು ರಾಣಿ ಚೆನ್ನಮ್ಮ ಬ್ರಿಟಿಷ್ ಪ್ರಭುತ್ವಕ್ಕೆ ಸವಾಲಾಗಿದ್ದರು. ಡಾಕ್ಟರಿನ ದೇಶದಾದ ಧೋರಣೆ ಸೌಧರು ಮಾಡಲು ಚೆನ್ನಮ್ಮನಿಗೆ ಬಾಲ್ಯದಲ್ಲಿಯೇ ಕುದುರೆ ಸವಾರಿ ಮತ್ತು ಬಿಲ್ಲುಗಾರಿಕೆಯನ್ನು ಕಲಿಸಿದ್ದರು. ಚೆನ್ನಮ್ಮನಿಗೆ ಸಿಕ್ಕ ಬಾಲ್ಯದ ಶಿಕ್ಷಣ ಬ್ರಿಟಿಷರ ವಿರುದ್ಧ ಹೋರಾಡುವ ಧೈರ್ಯ ತಂದಿತು. ಹಾಗಾಗಿ ಮಹಿಳಾ ಶಕ್ತಿಗೆ ಕಿತ್ತೂರು ರಾಣಿ ಚೆನ್ನಮ್ಮ ಮಾದರಿಯಾಗಿದ್ದಾರೆ ಎಂದು ಇತಿಹಾಸ ವಿಭಾಗದ ಪ್ರಾಧ್ಯಾಪಕರಾದ ಡಾ.ಗಾಂಧಿಜಿ ಮೋಳಕೆರೆ ಅವರು ಅಭಿಪ್ರಾಯ ಪಟ್ಟರು. ನಗರದ ಶೀಲ್ಪ್ ಎಜುಕೇಶನ್ ಸೊಸೈಟಿಯ ಡಾ.ಅಂಬೇಡ್ಕರ್ ಕಲಾ ಮತ್ತು ವಾಣಿಜ್ಯ ಪದವಿ ಮತ್ತು ಸ್ನಾತಕೋತ್ತರ ಮಹಾವಿದ್ಯಾಲಯದ ಐಕ್ಯೂಎಸಿ ಸಂಚಲನ ಸಮಿತಿಯ ಆಯೋಜನೆಗೊಂಡ ಕಿತ್ತೂರು ರಾಣಿ ಚೆನ್ನಮ್ಮನ ಜಯಂತಿಯಂದು ವಿಶೇಷ ಉಪನ್ಯಾಸ ನೀಡಿದ ಡಾ.ಗಾಂಧಿಜಿ ಅವರು ಚೆನ್ನಮ್ಮ ಬಗೆಗಿನ ಐತಿಹಾಸಿಕ ಸಂಗತಿಗಳನ್ನು ತಿಳಿಸಿದರು. ಲೇಖ- — [258, 529, 398, 834]
column-divider — [694, 912, 695, 1492]
tender-row-2: 3) ಇ-ಟೆಂಡರ್ ಅಪ್ಲೋಡ್ ಮಾಡುವ ದಿನ: 24.10.2025 ಮುಂಜಾನೆ 11.30 ರಿಂದ 31.10.2025 ಸಾಯಂಕಾಲ 05.00 ರವರೆಗೆ — [41, 1353, 333, 1373]
tender-footer: ವಾ.ಸಾ.ಸಂ.ಇ/ಯಾದಗಿರಿ/346/ಸಿ.ಎಸ್.ಅ.ಸ./2025–26 — [41, 1429, 357, 1441]
tender-office: ಕಾರ್ಯಪಾಲಕ ಅಭಿಯಂತರರ ಕಾರ್ಯಾಲಯ — [142, 1246, 256, 1255]
tender-division: ಕೃಷ್ಣಾಬ.ಜ.ನಿ.ನಿ, ವಿ.ನಿ.ವಿಭಾಗ ನಂ.2, ಭೀಮರಾಯನಗುಡಿ — [124, 1257, 274, 1266]
deepotsava-col2: ನಾಗಯ್ಯ ಸ್ವಾಮಿ ಪೂಜಾರಿ ಅವರು ದೀಪೋತ್ಸವದ ಮುನ್ನಡೆಯನ್ನು ಸ್ವಾಮಿ, ಅವರ ಪ್ರಾಂಶುಪಾಲ ಸ್ವಾಮಿ ಪೂಜಾರಿ ತಿಳಿಸಿದರು. ಪ್ರಧಾನ ಅರ್ಚಕ ಸಿದ್ದಯ್ಯ ಸ್ವಾಮಿ, ಪ್ರಮುಖರಾದ ಸದಾನಂದ ಸ್ವಾಮಿ, ಬಾಬುರಾವ್, ರಾಜಕುಮಾರ್, ಲಿಂಗರಾಜ, ಬಸವರಾಜ್, ಗುರುನಾಥ, ಶ್ರೀಕಾಂತಯ್ಯ, ವಿಶ್ವನಾಥ, ಆಶಾಪುರ ಹಾಗೂ ಭಕ್ತರು ದೀಪೋತ್ಸವದಲ್ಲಿ ಪಾಲ್ಗೊಂಡಿದ್ದರು. — [536, 1349, 690, 1458]
sports-photo — [34, 448, 246, 576]
classroom-photo-icon — [701, 125, 912, 266]
page-number: 2 — [24, 36, 44, 66]
tender-ref-date: ದಿನಾಂಕ: 21.03.2025 — [286, 1271, 357, 1280]
